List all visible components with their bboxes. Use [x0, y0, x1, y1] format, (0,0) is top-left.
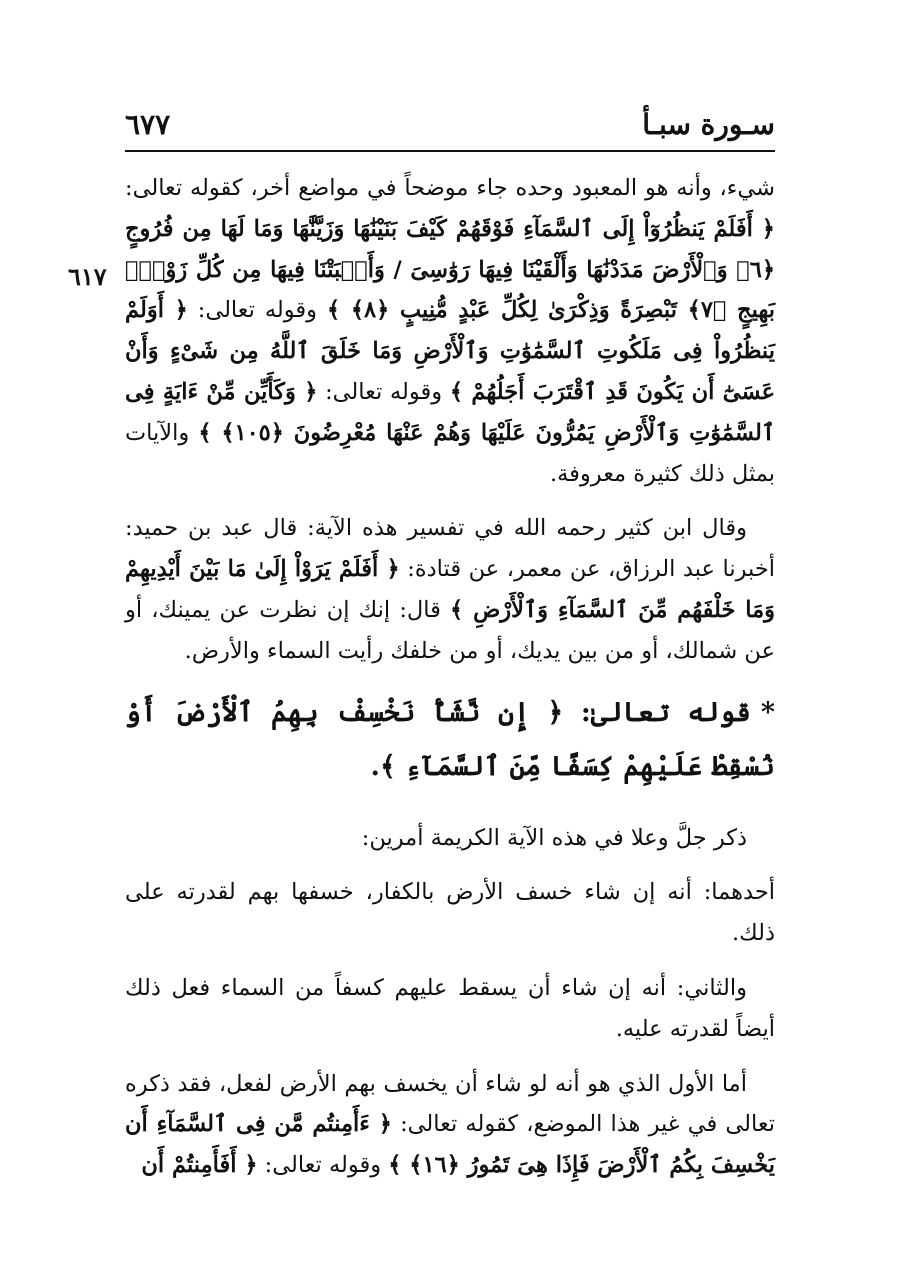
quran-verse-2: ﴿ أَوَلَمْ يَنظُرُواْ فِى مَلَكُوتِ ٱلسَّمَٰوَٰتِ وَٱلْأَرْضِ وَمَا خَلَقَ ٱللَّهُ مِن شَىْءٍ وَأَنْ عَسَىٰٓ أَن يَكُونَ قَدِ ٱقْتَرَبَ أَجَلُهُمْ ﴾ [125, 297, 776, 405]
quran-verse-5: ﴿ ءَأَمِنتُم مَّن فِى ٱلسَّمَآءِ أَن يَخْسِفَ بِكُمُ ٱلْأَرْضَ فَإِذَا هِىَ تَمُورُ ﴿١٦﴾ ﴾ [125, 1111, 775, 1179]
heading-label: قوله تعالىٰ: [563, 696, 751, 728]
paragraph-5: والثاني: أنه إن شاء أن يسقط عليهم كسفاً من السماء فعل ذلك أيضاً لقدرته عليه. [125, 974, 775, 1042]
heading-quran-verse: ﴿ إِن نَّشَأْ نَخْسِفْ بِهِمُ ٱلْأَرْضَ أَوْ نُسْقِطْ عَلَيْهِمْ كِسَفًا مِّنَ ٱلسَّمَآءِ ﴾ [125, 696, 775, 782]
paragraph-1-text-2: وقوله تعالى: [187, 297, 327, 324]
paragraph-2 [125, 508, 775, 671]
margin-page-reference: ٦١٧ [68, 262, 107, 291]
paragraph-1-text-1: شيء، وأنه هو المعبود وحده جاء موضحاً في مواضع أخر، كقوله تعالى: [125, 175, 775, 201]
quran-verse-1: ﴿ أَفَلَمْ يَنظُرُوٓاْ إِلَى ٱلسَّمَآءِ فَوْقَهُمْ كَيْفَ بَنَيْنَٰهَا وَزَيَّنَّٰهَا وَمَا لَهَا مِن فُرُوجٍ ﴿٦﴾ وَٱلْأَرْضَ مَدَدْنَٰهَا وَأَلْقَيْنَا فِيهَا رَوَٰسِىَ / وَأَنۢبَتْنَا فِيهَا مِن كُلِّ زَوْجٍۭ بَهِيجٍ ﴿٧﴾ تَبْصِرَةً وَذِكْرَىٰ لِكُلِّ عَبْدٍ مُّنِيبٍ ﴿٨﴾ ﴾ [125, 215, 775, 324]
heading-star-marker: * [760, 696, 775, 728]
paragraph-4: أحدهما: أنه إن شاء خسف الأرض بالكفار، خسفها بهم لقدرته على ذلك. [125, 879, 775, 947]
paragraph-3: ذكر جلَّ وعلا في هذه الآية الكريمة أمرين: [361, 824, 747, 851]
paragraph-6 [125, 1064, 775, 1186]
header-divider [125, 150, 775, 152]
page-body [125, 168, 775, 1200]
page-number: ٦٧٧ [125, 108, 171, 141]
paragraph-2-text-1: وقال ابن كثير رحمه الله في تفسير هذه الآية: قال عبد بن حميد: أخبرنا عبد الرزاق، عن معمر، عن قتادة: [125, 515, 775, 583]
paragraph-6-text-2: وقوله تعالى: [257, 1152, 389, 1179]
quran-verse-6: ﴿ أَفَأَمِنتُمْ أَن [141, 1152, 258, 1179]
paragraph-1-text-4: والآيات بمثل ذلك كثيرة معروفة. [125, 419, 775, 487]
paragraph-6-text-1: أما الأول الذي هو أنه لو شاء أن يخسف بهم الأرض لفعل، فقد ذكره تعالى في غير هذا الموضع، كقوله تعالى: [125, 1070, 775, 1138]
quran-verse-3: ﴿ وَكَأَيِّن مِّنْ ءَايَةٍ فِى ٱلسَّمَٰوَٰتِ وَٱلْأَرْضِ يَمُرُّونَ عَلَيْهَا وَهُمْ عَنْهَا مُعْرِضُونَ ﴿١٠٥﴾ ﴾ [125, 378, 776, 446]
paragraph-2-text-2: قال: إنك إن نظرت عن يمينك، أو عن شمالك، أو من بين يديك، أو من خلفك رأيت السماء والأرض. [125, 596, 775, 664]
page-header [125, 108, 775, 152]
paragraph-1 [125, 168, 775, 494]
surah-title: سـورة سبـأ [642, 108, 775, 141]
section-heading [125, 686, 775, 794]
quran-verse-4: ﴿ أَفَلَمْ يَرَوْاْ إِلَىٰ مَا بَيْنَ أَيْدِيهِمْ وَمَا خَلْفَهُم مِّنَ ٱلسَّمَآءِ وَٱلْأَرْضِ ﴾ [125, 556, 775, 623]
heading-end: . [370, 750, 380, 782]
paragraph-1-text-3: وقوله تعالى: [317, 378, 450, 405]
